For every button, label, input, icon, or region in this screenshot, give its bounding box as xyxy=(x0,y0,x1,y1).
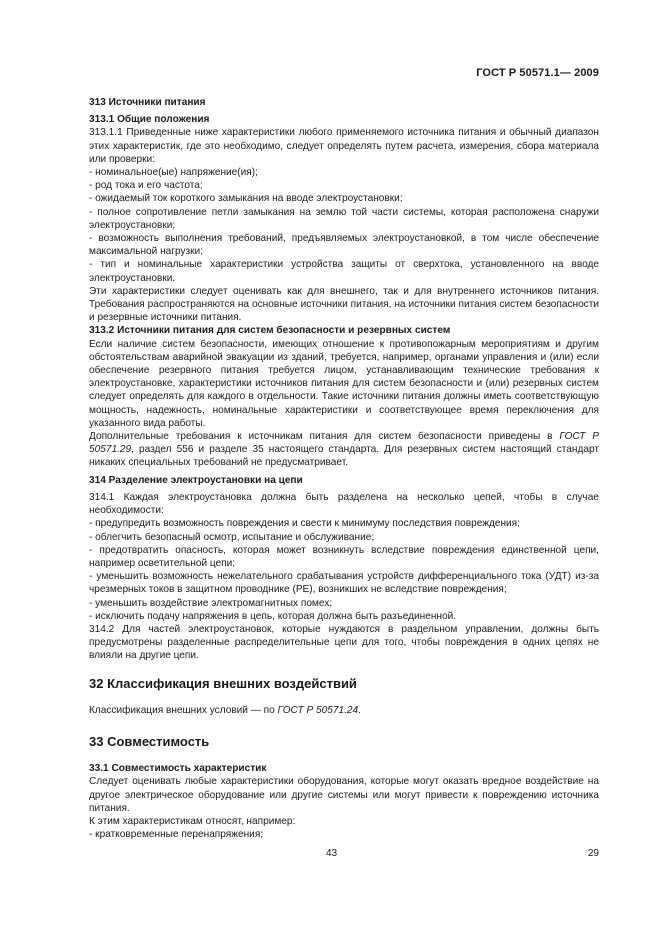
paragraph-text: , раздел 556 и разделе 35 настоящего стандарта. Для резервных систем настоящий стандарт никаких специальных требований не предусматривает. xyxy=(89,444,599,469)
paragraph: Если наличие систем безопасности, имеющих отношение к противопожарным мероприятиям и другим обстоятельствам аварийной эвакуации из зданий, требуется, например, органами управления и (или) если обеспечение резервного питания требуется лицом, устанавливающим технические требования к электроустановке, характеристики источников питания для систем безопасности и (или) резервных систем следует определять для каждого в отдельности. Такие источники питания должны иметь соответствующую мощность, надежность, номинальные характеристики и соответствующее время переключения для указанного вида работы. xyxy=(89,338,599,429)
list-item: - род тока и его частота; xyxy=(89,180,203,192)
paragraph: 314.1 Каждая электроустановка должна быть разделена на несколько цепей, чтобы в случае необходимости: xyxy=(89,491,599,517)
list-item: - предотвратить опасность, которая может возникнуть вследствие повреждения единственной цепи, например осветительной цепи; xyxy=(89,544,599,569)
paragraph-text: . xyxy=(358,704,361,716)
paragraph: К этим характеристикам относят, например: xyxy=(89,815,296,827)
section-314-heading: 314 Разделение электроустановки на цепи xyxy=(89,474,303,486)
section-32-heading: 32 Классификация внешних воздействий xyxy=(89,675,357,691)
paragraph xyxy=(89,430,599,470)
page-body xyxy=(89,96,599,841)
list-item: - возможность выполнения требований, предъявляемых электроустановкой, в том числе обеспечение максимальной нагрузки; xyxy=(89,233,599,258)
paragraph: 314.2 Для частей электроустановок, которые нуждаются в раздельном управлении, должны быть предусмотрены разделенные распределительные цепи для того, чтобы повреждения в одних цепях не влияли на другие цепи. xyxy=(89,623,599,662)
list-item: - уменьшить воздействие электромагнитных помех; xyxy=(89,597,333,609)
list-item: - уменьшить возможность нежелательного срабатывания устройств дифференциального тока (УДТ) из-за чрезмерных токов в защитном проводнике (РЕ), возникших не вследствие повреждения; xyxy=(89,571,599,596)
page-number-center: 43 xyxy=(326,848,338,859)
document-code: ГОСТ Р 50571.1— 2009 xyxy=(476,67,599,79)
list-item: - кратковременные перенапряжения; xyxy=(89,829,264,841)
section-33-heading: 33 Совместимость xyxy=(89,733,210,749)
section-33-1-heading: 33.1 Совместимость характеристик xyxy=(89,763,267,775)
paragraph xyxy=(89,704,599,717)
list-item: - ожидаемый ток короткого замыкания на вводе электроустановки; xyxy=(89,193,403,205)
page-number-right: 29 xyxy=(587,848,599,859)
list-item: - исключить подачу напряжения в цепь, которая должна быть разъединенной. xyxy=(89,610,457,622)
section-313-2-heading: 313.2 Источники питания для систем безопасности и резервных систем xyxy=(89,325,451,337)
paragraph: 313.1.1 Приведенные ниже характеристики любого применяемого источника питания и обычный диапазон этих характеристик, где это необходимо, следует определять путем расчета, измерения, сбора материала или проверки: xyxy=(89,127,599,165)
list-item: - тип и номинальные характеристики устройства защиты от сверхтока, установленного на вводе электроустановки. xyxy=(89,259,599,284)
paragraph: Эти характеристики следует оценивать как для внешнего, так и для внутреннего источников питания. Требования распространяются на основные источники питания, на источники питания систем безопасности и резервные источники питания. xyxy=(89,285,599,324)
paragraph-text: Классификация внешних условий — по xyxy=(89,704,278,716)
paragraph-text: Дополнительные требования к источникам питания для систем безопасности приведены в xyxy=(89,431,560,443)
section-313-1-heading: 313.1 Общие положения xyxy=(89,114,210,126)
standard-reference: ГОСТ Р 50571.29 xyxy=(89,431,599,456)
standard-reference: ГОСТ Р 50571.24 xyxy=(277,704,359,716)
section-313-heading: 313 Источники питания xyxy=(89,97,206,108)
list-item: - полное сопротивление петли замыкания на землю той части системы, которая расположена снаружи электроустановки; xyxy=(89,206,599,231)
paragraph: Следует оценивать любые характеристики оборудования, которые могут оказать вредное воздействие на другое электрическое оборудование или другие системы или могут привести к повреждению источника питания. xyxy=(89,776,599,814)
list-item: - номинальное(ые) напряжение(ия); xyxy=(89,167,258,179)
list-item: - облегчить безопасный осмотр, испытание и обслуживание; xyxy=(89,531,375,543)
list-item: - предупредить возможность повреждения и свести к минимуму последствия повреждения; xyxy=(89,518,520,530)
